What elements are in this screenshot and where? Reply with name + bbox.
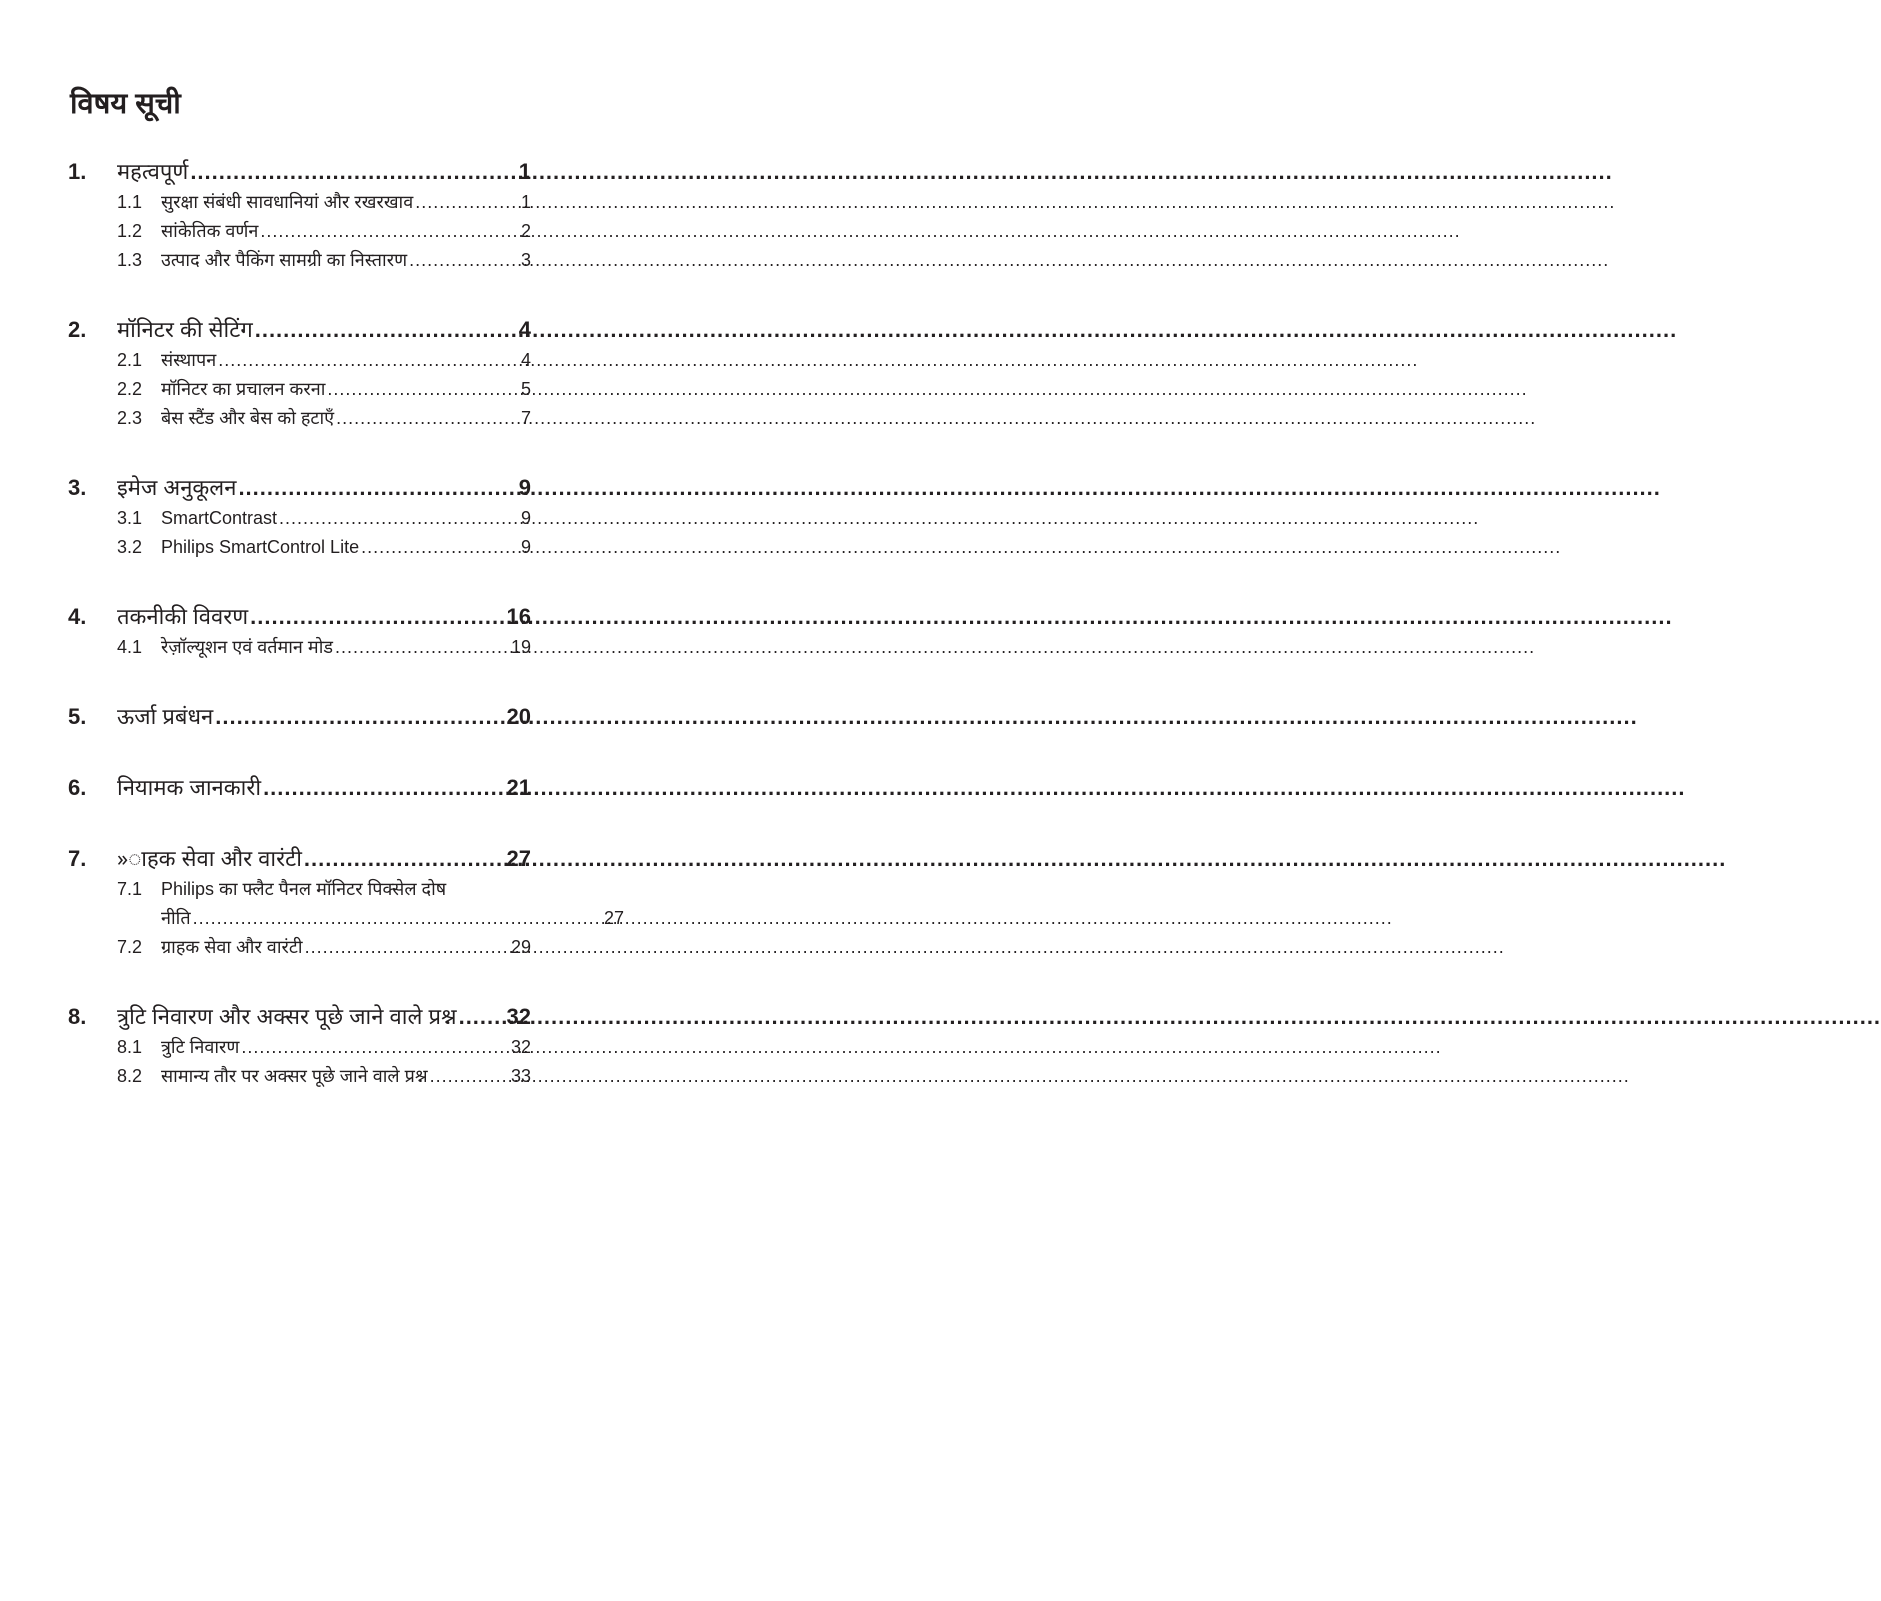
toc-section bbox=[68, 701, 531, 733]
subentry-page-number: 9 bbox=[520, 508, 531, 528]
dot-leader bbox=[250, 601, 504, 633]
toc-entry[interactable] bbox=[68, 843, 531, 875]
dot-leader bbox=[327, 375, 519, 404]
subentry-title: संस्थापन bbox=[161, 350, 217, 370]
entry-page-number: 16 bbox=[506, 604, 531, 629]
entry-number: 8. bbox=[68, 1004, 87, 1029]
toc-subentry[interactable] bbox=[68, 217, 531, 246]
subentry-page-number: 1 bbox=[520, 192, 531, 212]
subentry-number: 3.2 bbox=[117, 537, 143, 557]
dot-leader bbox=[361, 533, 519, 562]
subentry-page-number: 27 bbox=[603, 908, 624, 928]
dot-leader bbox=[459, 1001, 505, 1033]
dot-leader bbox=[263, 772, 504, 804]
toc-section bbox=[68, 772, 531, 804]
dot-leader bbox=[241, 1033, 509, 1062]
entry-number: 3. bbox=[68, 475, 87, 500]
dot-leader bbox=[255, 314, 517, 346]
toc-title: विषय सूची bbox=[70, 88, 181, 120]
table-of-contents bbox=[68, 156, 624, 1130]
entry-number: 4. bbox=[68, 604, 87, 629]
entry-title: तकनीकी विवरण bbox=[117, 604, 249, 629]
subentry-title: ग्राहक सेवा और वारंटी bbox=[161, 937, 303, 957]
dot-leader bbox=[193, 904, 602, 933]
dot-leader bbox=[238, 472, 516, 504]
entry-page-number: 4 bbox=[518, 317, 531, 342]
subentry-page-number: 5 bbox=[520, 379, 531, 399]
toc-subentry-continued[interactable] bbox=[68, 904, 624, 933]
toc-subentry[interactable] bbox=[68, 188, 531, 217]
subentry-number: 1.1 bbox=[117, 192, 143, 212]
subentry-number: 3.1 bbox=[117, 508, 143, 528]
entry-page-number: 20 bbox=[506, 704, 531, 729]
entry-number: 1. bbox=[68, 159, 87, 184]
toc-section bbox=[68, 472, 531, 562]
subentry-page-number: 19 bbox=[510, 637, 531, 657]
subentry-page-number: 7 bbox=[520, 408, 531, 428]
subentry-page-number: 3 bbox=[520, 250, 531, 270]
dot-leader bbox=[335, 633, 509, 662]
subentry-number: 8.2 bbox=[117, 1066, 143, 1086]
subentry-title-continued: नीति bbox=[161, 908, 191, 928]
subentry-number: 7.1 bbox=[117, 879, 143, 899]
subentry-title: उत्पाद और पैकिंग सामग्री का निस्तारण bbox=[161, 250, 408, 270]
subentry-title: बेस स्टैंड और बेस को हटाएँ bbox=[161, 408, 335, 428]
subentry-page-number: 33 bbox=[510, 1066, 531, 1086]
subentry-page-number: 29 bbox=[510, 937, 531, 957]
toc-subentry[interactable] bbox=[68, 346, 531, 375]
entry-title: »ाहक सेवा और वारंटी bbox=[117, 846, 302, 871]
subentry-number: 8.1 bbox=[117, 1037, 143, 1057]
subentry-number: 2.3 bbox=[117, 408, 143, 428]
toc-section bbox=[68, 314, 531, 433]
dot-leader bbox=[260, 217, 519, 246]
entry-title: इमेज अनुकूलन bbox=[117, 475, 237, 500]
toc-section bbox=[68, 843, 624, 962]
toc-entry[interactable] bbox=[68, 772, 531, 804]
subentry-title: सुरक्षा संबंधी सावधानियां और रखरखाव bbox=[161, 192, 414, 212]
entry-title: मॉनिटर की सेटिंग bbox=[117, 317, 253, 342]
subentry-number: 2.1 bbox=[117, 350, 143, 370]
toc-subentry[interactable] bbox=[68, 246, 531, 275]
toc-subentry[interactable] bbox=[68, 504, 531, 533]
entry-title: त्रुटि निवारण और अक्सर पूछे जाने वाले प्रश्न bbox=[117, 1004, 457, 1029]
toc-entry[interactable] bbox=[68, 1001, 531, 1033]
entry-number: 2. bbox=[68, 317, 87, 342]
entry-title: ऊर्जा प्रबंधन bbox=[117, 704, 214, 729]
dot-leader bbox=[409, 246, 519, 275]
toc-section bbox=[68, 156, 531, 275]
toc-entry[interactable] bbox=[68, 701, 531, 733]
toc-subentry[interactable] bbox=[68, 875, 531, 904]
toc-subentry[interactable] bbox=[68, 375, 531, 404]
subentry-page-number: 2 bbox=[520, 221, 531, 241]
subentry-number: 1.2 bbox=[117, 221, 143, 241]
entry-page-number: 32 bbox=[506, 1004, 531, 1029]
subentry-title: मॉनिटर का प्रचालन करना bbox=[161, 379, 326, 399]
entry-title: महत्वपूर्ण bbox=[117, 159, 189, 184]
dot-leader bbox=[218, 346, 519, 375]
subentry-title: सांकेतिक वर्णन bbox=[161, 221, 259, 241]
dot-leader bbox=[190, 156, 516, 188]
subentry-title: Philips SmartControl Lite bbox=[161, 537, 360, 557]
dot-leader bbox=[304, 843, 505, 875]
toc-entry[interactable] bbox=[68, 156, 531, 188]
subentry-title: Philips का फ्लैट पैनल मॉनिटर पिक्सेल दोष bbox=[161, 879, 447, 899]
toc-entry[interactable] bbox=[68, 314, 531, 346]
entry-number: 5. bbox=[68, 704, 87, 729]
toc-subentry[interactable] bbox=[68, 633, 531, 662]
entry-page-number: 27 bbox=[506, 846, 531, 871]
subentry-page-number: 9 bbox=[520, 537, 531, 557]
subentry-title: SmartContrast bbox=[161, 508, 278, 528]
toc-entry[interactable] bbox=[68, 601, 531, 633]
dot-leader bbox=[215, 701, 504, 733]
entry-page-number: 1 bbox=[518, 159, 531, 184]
entry-page-number: 9 bbox=[518, 475, 531, 500]
toc-subentry[interactable] bbox=[68, 404, 531, 433]
subentry-number: 1.3 bbox=[117, 250, 143, 270]
subentry-number: 7.2 bbox=[117, 937, 143, 957]
toc-subentry[interactable] bbox=[68, 1062, 531, 1091]
entry-number: 6. bbox=[68, 775, 87, 800]
toc-entry[interactable] bbox=[68, 472, 531, 504]
entry-page-number: 21 bbox=[506, 775, 531, 800]
subentry-page-number: 32 bbox=[510, 1037, 531, 1057]
dot-leader bbox=[305, 933, 509, 962]
toc-section bbox=[68, 601, 531, 662]
dot-leader bbox=[336, 404, 519, 433]
dot-leader bbox=[279, 504, 519, 533]
toc-section bbox=[68, 1001, 531, 1091]
subentry-number: 4.1 bbox=[117, 637, 143, 657]
entry-number: 7. bbox=[68, 846, 87, 871]
subentry-page-number: 4 bbox=[520, 350, 531, 370]
toc-subentry[interactable] bbox=[68, 933, 531, 962]
entry-title: नियामक जानकारी bbox=[117, 775, 262, 800]
toc-subentry[interactable] bbox=[68, 533, 531, 562]
dot-leader bbox=[430, 1062, 509, 1091]
toc-subentry[interactable] bbox=[68, 1033, 531, 1062]
subentry-number: 2.2 bbox=[117, 379, 143, 399]
subentry-title: त्रुटि निवारण bbox=[161, 1037, 240, 1057]
subentry-title: सामान्य तौर पर अक्सर पूछे जाने वाले प्रश्न bbox=[161, 1066, 428, 1086]
dot-leader bbox=[415, 188, 519, 217]
subentry-title: रेज़ॉल्यूशन एवं वर्तमान मोड bbox=[161, 637, 333, 657]
